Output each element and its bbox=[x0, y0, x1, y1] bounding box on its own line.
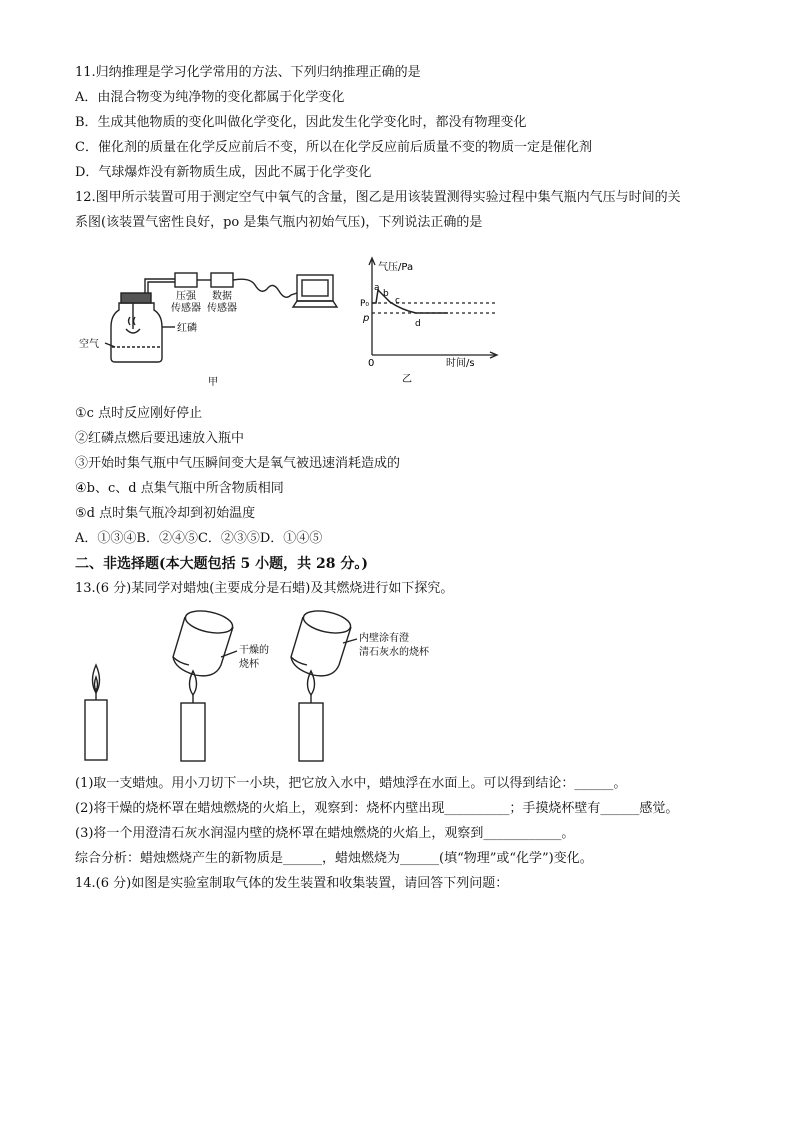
pressure-sensor-label-2: 传感器 bbox=[171, 303, 201, 314]
point-d-label: d bbox=[415, 319, 421, 329]
phosphorus-label: 红磷 bbox=[177, 323, 197, 334]
figure-candles bbox=[75, 605, 475, 765]
figure-yi-graph bbox=[350, 250, 510, 385]
q13-part-3: (3)将一个用澄清石灰水润湿内壁的烧杯罩在蜡烛燃烧的火焰上，观察到____________。 bbox=[75, 826, 575, 841]
q11-option-b: B．生成其他物质的变化叫做化学变化，因此发生化学变化时，都没有物理变化 bbox=[75, 115, 527, 130]
figure-jia-caption: 甲 bbox=[208, 377, 218, 388]
dry-beaker-label-1: 干燥的 bbox=[239, 645, 269, 656]
data-sensor-label-1: 数据 bbox=[212, 291, 232, 302]
section2-title: 二、非选择题(本大题包括 5 小题，共 28 分。) bbox=[75, 556, 368, 572]
figure-yi-caption: 乙 bbox=[402, 374, 412, 385]
q12-statement-1: ①c 点时反应刚好停止 bbox=[75, 406, 203, 421]
q11-option-a: A．由混合物变为纯净物的变化都属于化学变化 bbox=[75, 90, 345, 105]
dry-beaker-label-2: 烧杯 bbox=[239, 659, 259, 670]
q11-stem: 11.归纳推理是学习化学常用的方法、下列归纳推理正确的是 bbox=[75, 65, 421, 80]
y-axis-label: 气压/Pa bbox=[378, 262, 414, 273]
point-a-label: a bbox=[374, 283, 380, 293]
q13-stem: 13.(6 分)某同学对蜡烛(主要成分是石蜡)及其燃烧进行如下探究。 bbox=[75, 581, 454, 596]
q14-stem: 14.(6 分)如图是实验室制取气体的发生装置和收集装置，请回答下列问题： bbox=[75, 876, 509, 891]
q13-part-1: (1)取一支蜡烛。用小刀切下一小块，把它放入水中，蜡烛浮在水面上。可以得到结论：______。 bbox=[75, 776, 627, 791]
q12-statement-3: ③开始时集气瓶中气压瞬间变大是氧气被迅速消耗造成的 bbox=[75, 456, 401, 471]
point-c-label: c bbox=[395, 296, 400, 306]
q12-choices: A．①③④B．②④⑤C．②③⑤D．①④⑤ bbox=[75, 531, 323, 546]
q12-statement-5: ⑤d 点时集气瓶冷却到初始温度 bbox=[75, 506, 256, 521]
air-label: 空气 bbox=[79, 339, 99, 350]
q12-statement-4: ④b、c、d 点集气瓶中所含物质相同 bbox=[75, 481, 284, 496]
q12-stem-line1: 12.图甲所示装置可用于测定空气中氧气的含量，图乙是用该装置测得实验过程中集气瓶内气压与时间的关 bbox=[75, 190, 681, 205]
q13-analysis: 综合分析：蜡烛燃烧产生的新物质是______，蜡烛燃烧为______(填“物理”或“化学”)变化。 bbox=[75, 851, 593, 866]
q11-option-d: D．气球爆炸没有新物质生成，因此不属于化学变化 bbox=[75, 165, 372, 180]
origin-label: 0 bbox=[368, 358, 375, 369]
point-b-label: b bbox=[383, 289, 389, 299]
limewater-beaker-label-2: 清石灰水的烧杯 bbox=[359, 647, 429, 658]
x-axis-label: 时间/s bbox=[446, 358, 475, 369]
data-sensor-label-2: 传感器 bbox=[207, 303, 237, 314]
q12-stem-line2: 系图(该装置气密性良好，po 是集气瓶内初始气压)，下列说法正确的是 bbox=[75, 215, 483, 230]
limewater-beaker-label-1: 内壁涂有澄 bbox=[359, 633, 409, 644]
q13-part-2: (2)将干燥的烧杯罩在蜡烛燃烧的火焰上，观察到：烧杯内壁出现__________；手摸烧杯壁有______感觉。 bbox=[75, 801, 679, 816]
q11-option-c: C．催化剂的质量在化学反应前后不变，所以在化学反应前后质量不变的物质一定是催化剂 bbox=[75, 140, 592, 155]
p-label: p bbox=[363, 313, 370, 324]
q12-statement-2: ②红磷点燃后要迅速放入瓶中 bbox=[75, 431, 245, 446]
figure-jia-apparatus bbox=[75, 255, 350, 390]
p0-label: P₀ bbox=[360, 299, 370, 309]
pressure-sensor-label-1: 压强 bbox=[176, 291, 196, 302]
